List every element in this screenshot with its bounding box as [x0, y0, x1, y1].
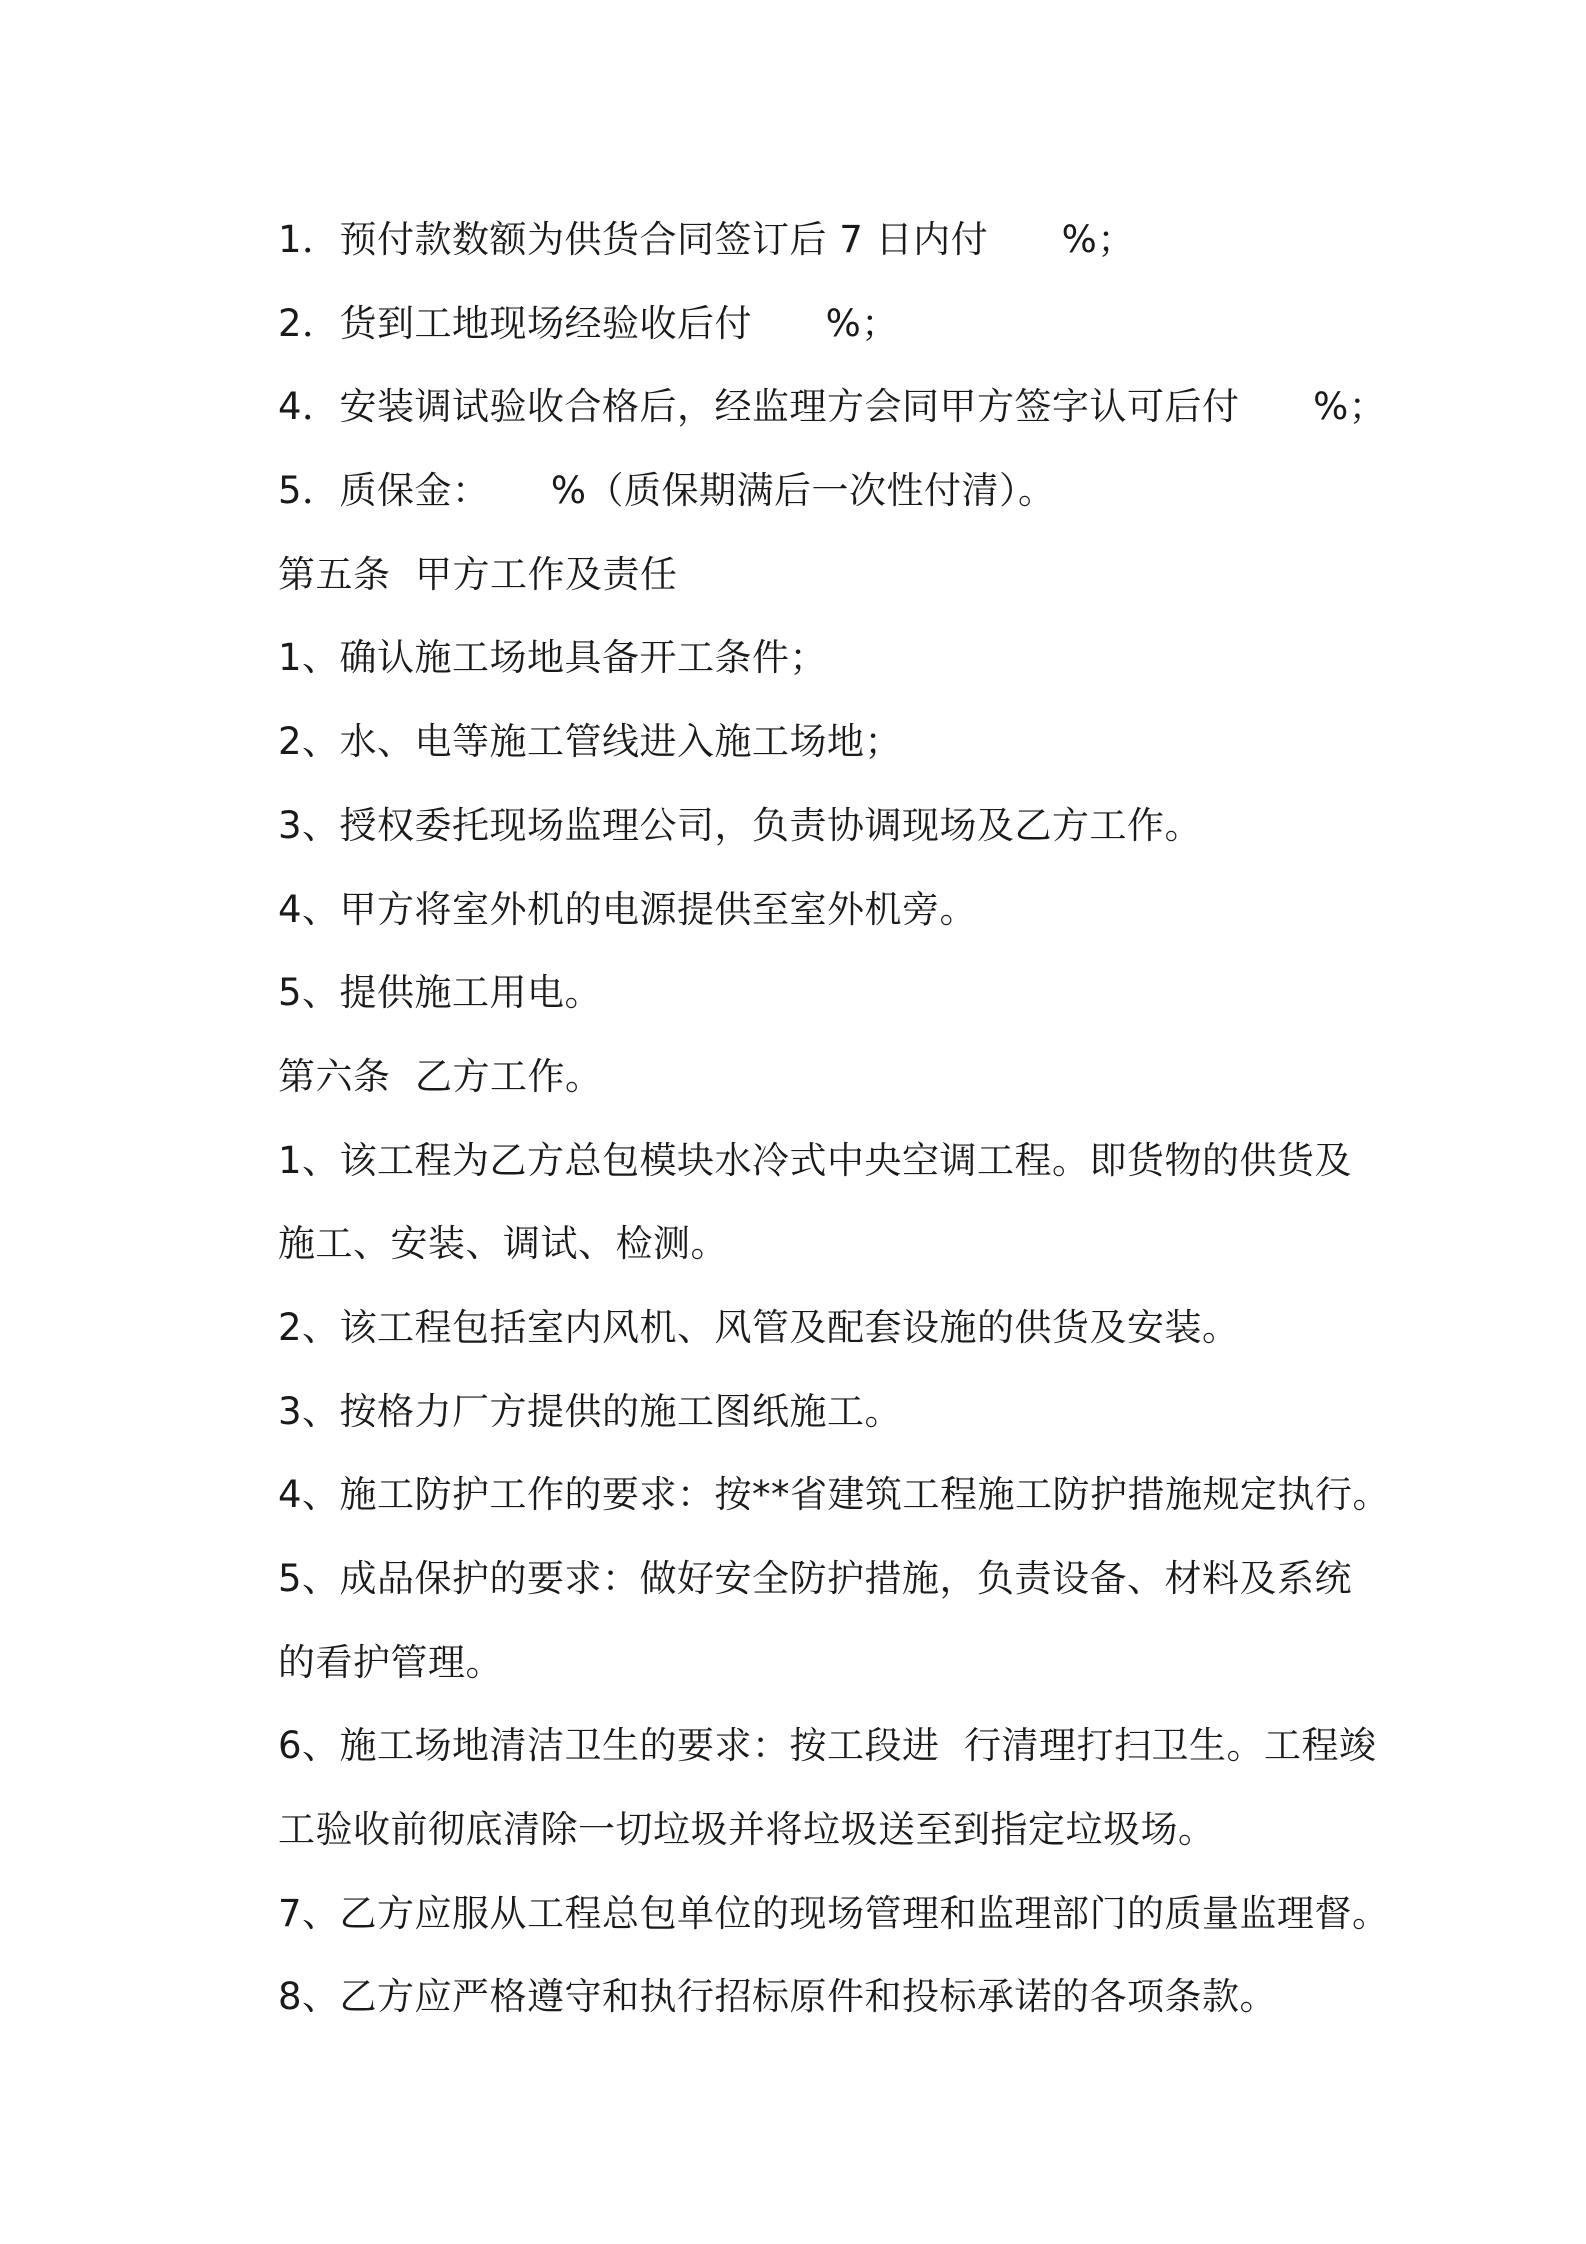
document-body [278, 198, 1398, 2039]
article-6-heading: 第六条 乙方工作。 [278, 1054, 603, 1098]
article-6-item-8: 8、乙方应严格遵守和执行招标原件和投标承诺的各项条款。 [278, 1975, 1278, 2019]
article-5-item-4: 4、甲方将室外机的电源提供至室外机旁。 [278, 887, 978, 931]
payment-item-1: 1．预付款数额为供货合同签订后 7 日内付 %； [278, 218, 1135, 261]
article-5-item-3: 3、授权委托现场监理公司，负责协调现场及乙方工作。 [278, 803, 1203, 847]
article-5-heading: 第五条 甲方工作及责任 [278, 552, 678, 596]
article-5-item-2: 2、水、电等施工管线进入施工场地； [278, 720, 903, 764]
payment-item-4: 4．安装调试验收合格后，经监理方会同甲方签字认可后付 %； [278, 385, 1387, 429]
article-6-item-1: 1、该工程为乙方总包模块水冷式中央空调工程。即货物的供货及 [278, 1138, 1353, 1182]
payment-item-2: 2．货到工地现场经验收后付 %； [278, 301, 899, 345]
article-5-item-1: 1、确认施工场地具备开工条件； [278, 636, 828, 680]
article-6-item-6: 6、施工场地清洁卫生的要求：按工段进 行清理打扫卫生。工程竣 [278, 1724, 1377, 1768]
article-6-item-5-cont: 的看护管理。 [278, 1640, 503, 1684]
article-6-item-2: 2、该工程包括室内风机、风管及配套设施的供货及安装。 [278, 1305, 1240, 1349]
article-6-item-5: 5、成品保护的要求：做好安全防护措施，负责设备、材料及系统 [278, 1557, 1353, 1600]
article-6-item-6-cont: 工验收前彻底清除一切垃圾并将垃圾送至到指定垃圾场。 [278, 1808, 1216, 1852]
article-5-item-5: 5、提供施工用电。 [278, 971, 603, 1015]
article-6-item-1-cont: 施工、安装、调试、检测。 [278, 1222, 728, 1266]
payment-item-5: 5．质保金： %（质保期满后一次性付清）。 [278, 469, 1056, 513]
article-6-item-4: 4、施工防护工作的要求：按**省建筑工程施工防护措施规定执行。 [278, 1473, 1391, 1517]
article-6-item-7: 7、乙方应服从工程总包单位的现场管理和监理部门的质量监理督。 [278, 1891, 1390, 1935]
article-6-item-3: 3、按格力厂方提供的施工图纸施工。 [278, 1389, 903, 1433]
